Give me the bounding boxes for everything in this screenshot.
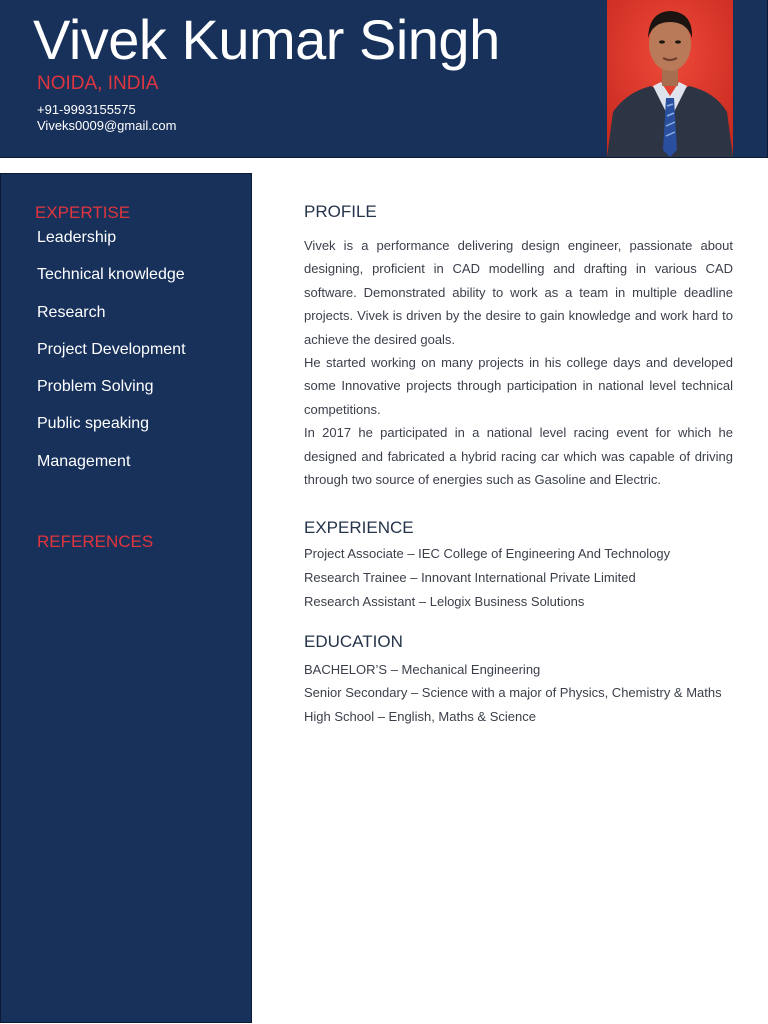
experience-item: Project Associate – IEC College of Engineering And Technology [304, 546, 671, 561]
profile-heading: PROFILE [304, 202, 377, 221]
experience-heading: EXPERIENCE [304, 518, 414, 537]
profile-paragraph: He started working on many projects in his college days and developed some Innovative projects through participation in national level technical competitions. [304, 355, 733, 417]
expertise-item: Technical knowledge [37, 266, 185, 283]
expertise-item: Research [37, 304, 106, 321]
education-heading: EDUCATION [304, 632, 403, 651]
profile-paragraph: In 2017 he participated in a national level racing event for which he designed and fabricated a hybrid racing car which was capable of driving through two source of energies such as Gasoline and Electric. [304, 425, 733, 488]
degree-label: BACHELOR’S [304, 662, 388, 677]
location: NOIDA, INDIA [37, 73, 159, 94]
education-item-degree [304, 662, 540, 677]
expertise-item: Project Development [37, 341, 186, 358]
degree-field: – Mechanical Engineering [387, 662, 541, 677]
sidebar [0, 173, 252, 1023]
expertise-heading: EXPERTISE [35, 203, 131, 222]
references-heading: REFERENCES [37, 532, 154, 551]
profile-paragraph: Vivek is a performance delivering design engineer, passionate about designing, proficient in CAD modelling and drafting in various CAD software. Demonstrated ability to work as a team in multiple deadline projects. Vivek is driven by the desire to gain knowledge and work hard to achieve the desired goals. [304, 238, 733, 347]
education-item: High School – English, Maths & Science [304, 709, 536, 724]
profile-photo [607, 0, 733, 157]
education-item: Senior Secondary – Science with a major of Physics, Chemistry & Maths [304, 685, 722, 700]
expertise-item: Management [37, 453, 131, 470]
expertise-item: Problem Solving [37, 378, 154, 395]
candidate-name: Vivek Kumar Singh [33, 8, 500, 71]
experience-item: Research Trainee – Innovant International Private Limited [304, 570, 636, 585]
email-address: Viveks0009@gmail.com [37, 118, 177, 133]
expertise-item: Leadership [37, 229, 117, 246]
profile-text [304, 234, 733, 491]
expertise-item: Public speaking [37, 415, 150, 432]
phone-number: +91-9993155575 [37, 102, 136, 117]
experience-item: Research Assistant – Lelogix Business Solutions [304, 594, 585, 609]
